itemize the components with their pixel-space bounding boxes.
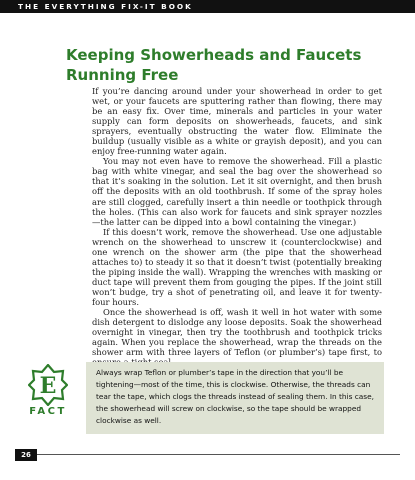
paragraph: If this doesn’t work, remove the showerhead. Use one adjustable wrench on the showerhead to unscrew it (counterclockwise) and one wrench on the shower arm (the pipe that the showerhead attaches to) to steady it so that it doesn’t twist (potentially breaking the piping inside the wall). Wrapping the wrenches with masking or duct tape will prevent them from gouging the pipes. If the joint still won’t budge, try a shot of penetrating oil, and leave it for twenty-four hours.	[92, 226, 382, 307]
paragraph: You may not even have to remove the showerhead. Fill a plastic bag with white vinegar, and seal the bag over the showerhead so that it’s soaking in the solution. Let it sit overnight, and then brush off the deposits with an old toothbrush. If some of the spray holes are still clogged, carefully insert a thin needle or toothpick through the holes. (This can also work for faucets and sink sprayer nozzles—the latter can be dipped into a bowl containing the vinegar.)	[92, 156, 382, 227]
fact-label: FACT	[29, 406, 67, 417]
paragraph: If you’re dancing around under your showerhead in order to get wet, or your faucets are sputtering rather than flowing, there may be an easy fix. Over time, minerals and particles in your water supply can form deposits on showerheads, faucets, and sink sprayers, eventually obstructing the water flow. Eliminate the buildup (usually visible as a white or grayish deposit), and you can enjoy free-running water again.	[92, 86, 382, 157]
page-number: 26	[21, 451, 31, 459]
paragraph: Once the showerhead is off, wash it well in hot water with some dish detergent to dislodge any loose deposits. Soak the showerhead overnight in vinegar, then try the toothbrush and toothpick tricks again. When you replace the showerhead, wrap the threads on the shower arm with three layers of Teflon (or plumber’s) tape first, to	[92, 307, 382, 358]
fact-e-icon	[28, 364, 68, 406]
section-title-line-1: Keeping Showerheads and Faucets	[66, 46, 362, 64]
section-title	[66, 46, 366, 85]
running-header: THE EVERYTHING FIX-IT BOOK	[18, 2, 193, 11]
section-title-line-2: Running Free	[66, 65, 179, 84]
fact-letter: E	[39, 373, 57, 399]
fact-text: Always wrap Teflon or plumber’s tape in the direction that you’ll be tightening—most of the time, this is clockwise. Otherwise, the threads can tear the tape, which clogs the threads instead of sealing them. In this case, the showerhead will screw on clockwise, so the tape should be wrapped clockwise as well.	[96, 368, 374, 425]
footer-rule	[37, 454, 400, 455]
body-text	[92, 86, 382, 367]
